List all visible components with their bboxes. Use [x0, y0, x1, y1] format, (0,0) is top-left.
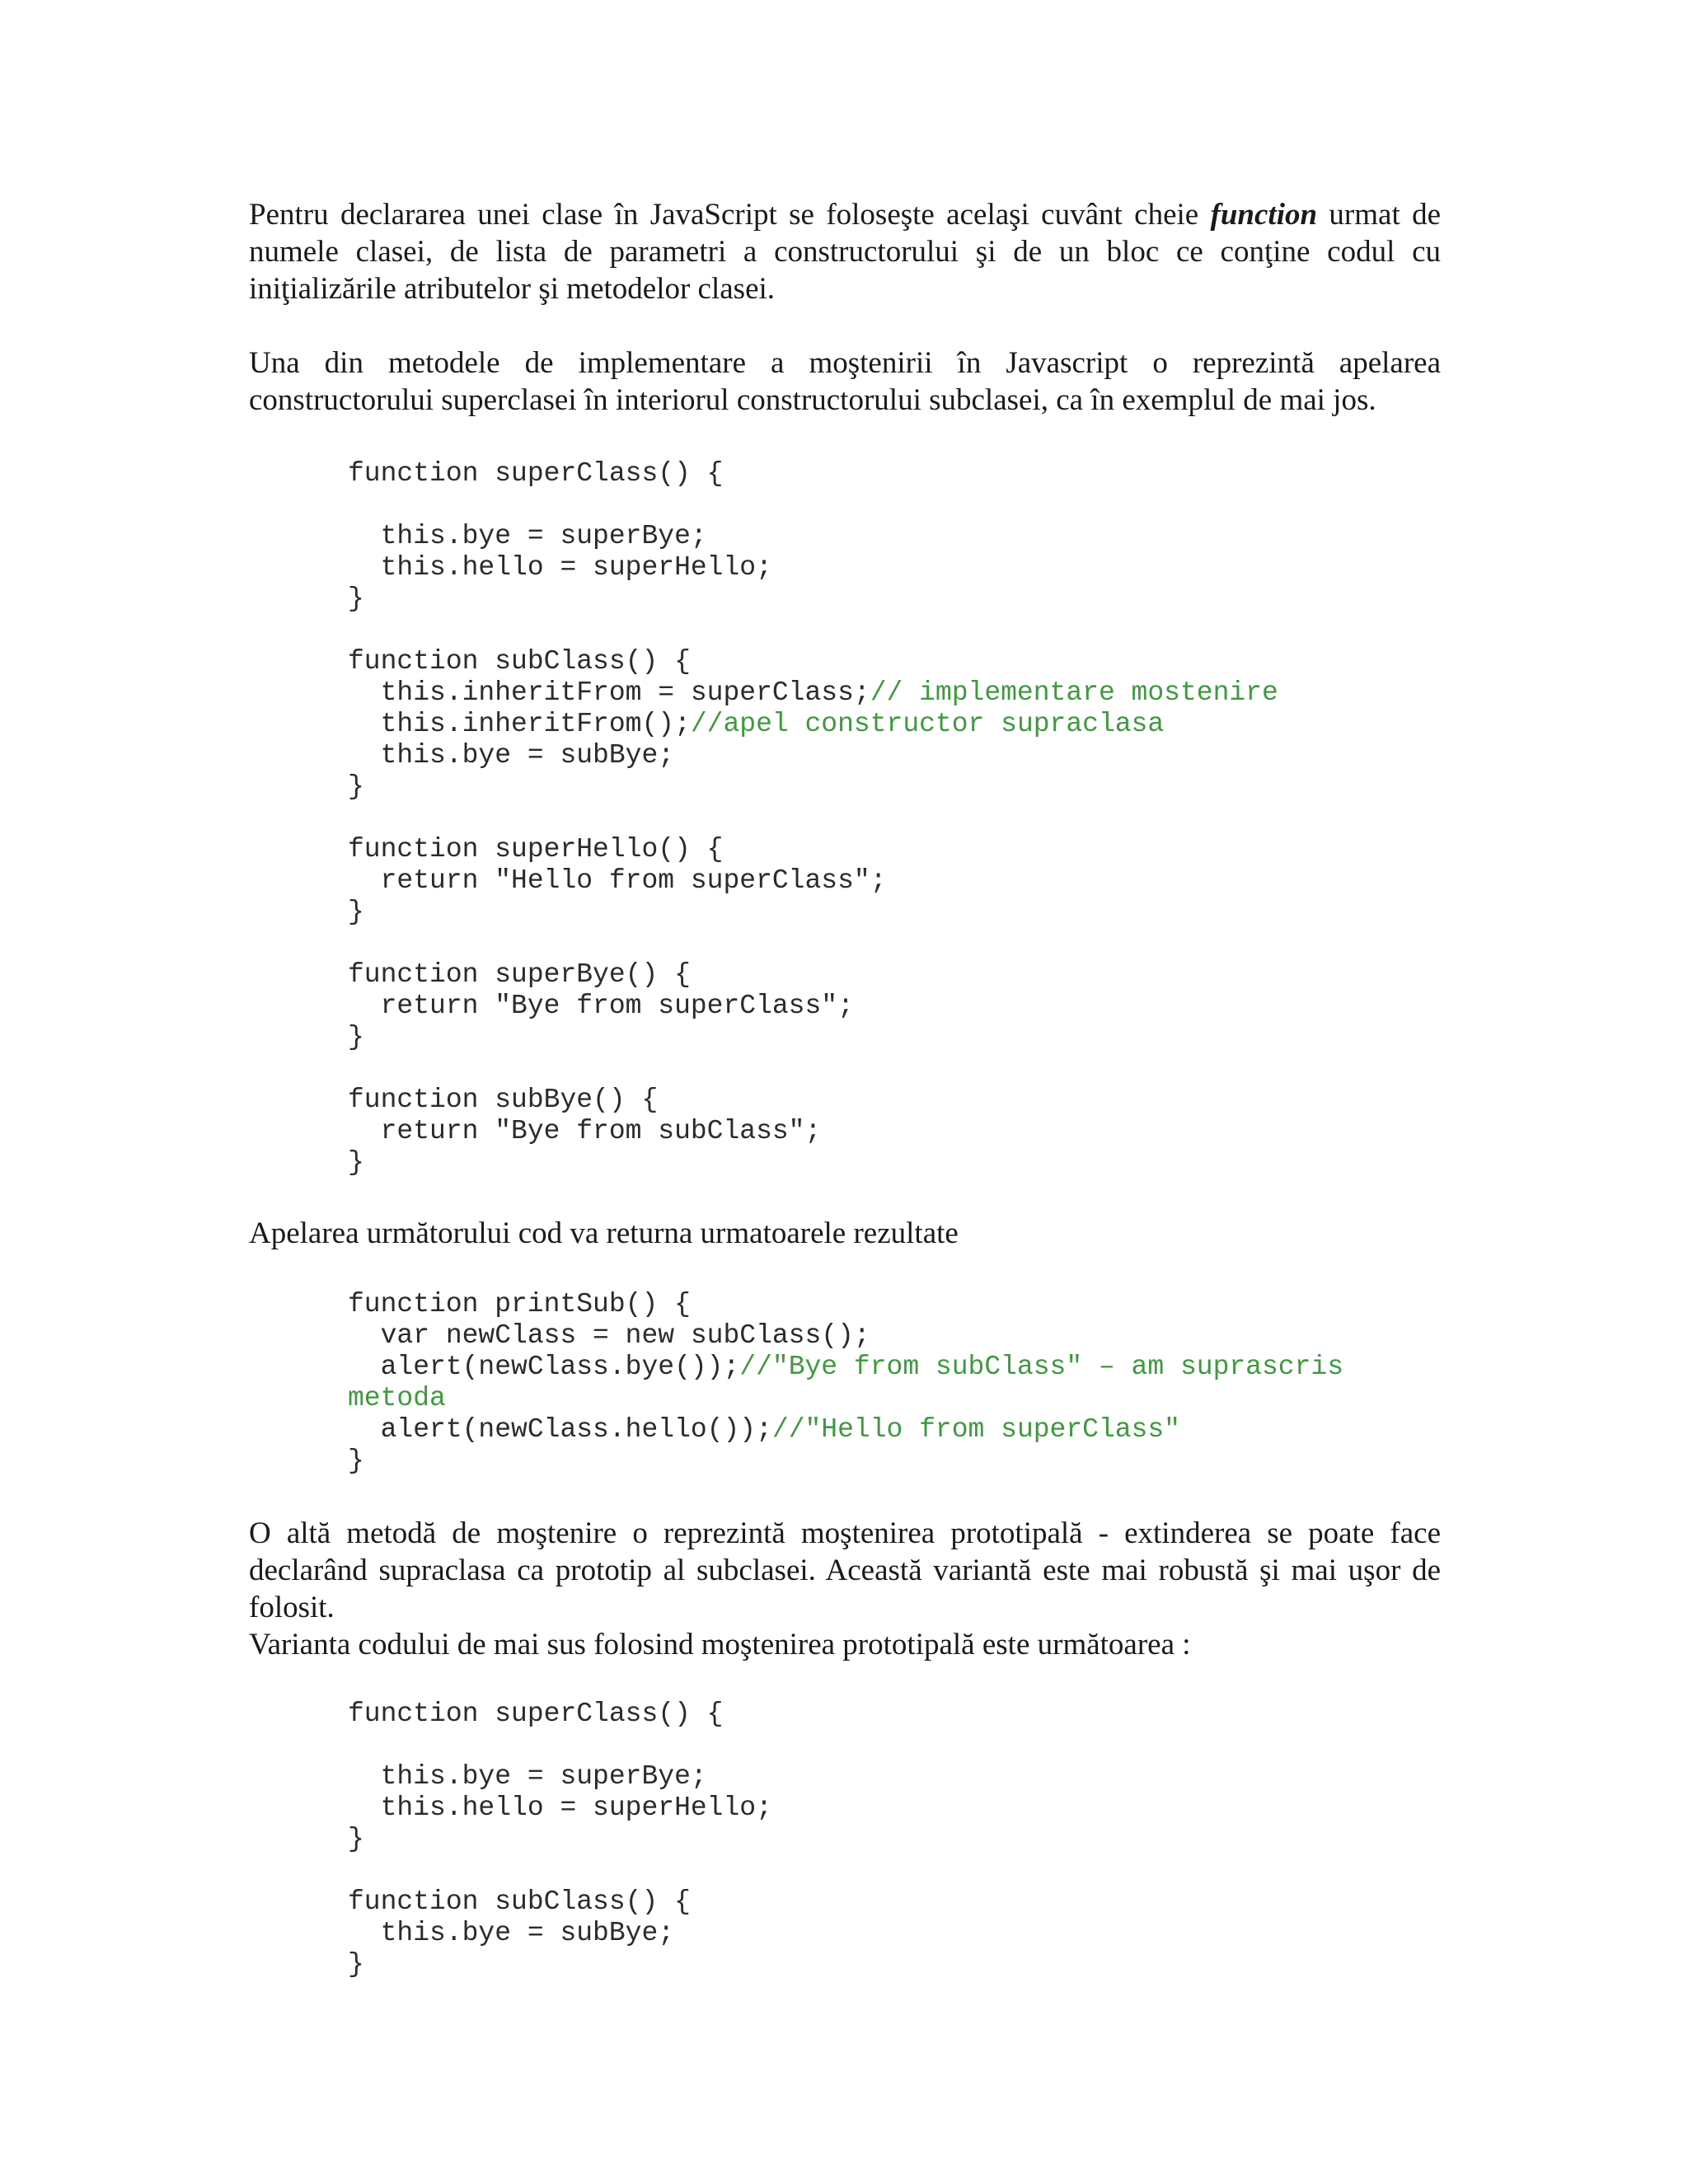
code-line	[348, 1886, 1436, 1918]
code-line	[348, 709, 1436, 740]
code-line	[348, 1949, 1436, 1980]
code-text: function superClass() {	[348, 1699, 724, 1729]
code-line	[348, 458, 1436, 490]
code-line	[348, 928, 1436, 959]
code-line	[348, 552, 1436, 583]
code-block-prototypal	[348, 1699, 1436, 1980]
code-text: function superBye() {	[348, 959, 691, 990]
paragraph-text: urmat de numele clasei, de lista de parametri a constructorului şi de un bloc ce conţine codul cu iniţializările atributelor şi metodelor clasei.	[249, 198, 1441, 306]
code-text: }	[348, 771, 364, 802]
code-line	[348, 740, 1436, 771]
code-text: return "Hello from superClass";	[348, 865, 887, 896]
code-text: }	[348, 897, 364, 927]
code-line	[348, 991, 1436, 1022]
code-comment: //apel constructor supraclasa	[690, 709, 1165, 739]
paragraph-prototypal-variant: Varianta codului de mai sus folosind moştenirea prototipală este următoarea :	[249, 1628, 1191, 1661]
code-text: function subClass() {	[348, 646, 691, 677]
code-text: }	[348, 1022, 364, 1052]
code-text: function subBye() {	[348, 1085, 659, 1115]
code-text: }	[348, 583, 364, 614]
code-text: function superClass() {	[348, 458, 724, 489]
code-line	[348, 897, 1436, 928]
paragraph-inheritance-intro: Una din metodele de implementare a moştenirii în Javascript o reprezintă apelarea constructorului superclasei în interiorul constructorului subclasei, ca în exemplul de mai jos.	[249, 346, 1441, 417]
keyword-function: function	[1210, 198, 1318, 232]
code-text: function printSub() {	[348, 1289, 691, 1319]
code-comment: metoda	[348, 1383, 446, 1413]
code-line	[348, 490, 1436, 521]
code-comment: //"Bye from subClass" – am suprascris	[739, 1352, 1344, 1382]
code-line	[348, 1793, 1436, 1824]
code-line	[348, 1855, 1436, 1886]
code-text: this.bye = superBye;	[348, 521, 707, 551]
code-text: this.hello = superHello;	[348, 552, 772, 583]
paragraph-results-intro: Apelarea următorului cod va returna urmatoarele rezultate	[249, 1216, 959, 1250]
code-line	[348, 1824, 1436, 1855]
code-line	[348, 1918, 1436, 1949]
code-text: this.bye = superBye;	[348, 1761, 707, 1792]
code-line	[348, 677, 1436, 709]
code-text: this.inheritFrom = superClass;	[348, 677, 870, 708]
paragraph-text: Pentru declararea unei clase în JavaScript se foloseşte acelaşi cuvânt cheie	[249, 198, 1211, 232]
code-line	[348, 1289, 1436, 1320]
code-text: return "Bye from subClass";	[348, 1116, 822, 1146]
code-text: }	[348, 1446, 364, 1476]
code-text: this.bye = subBye;	[348, 1918, 675, 1948]
code-line	[348, 521, 1436, 552]
code-line	[348, 834, 1436, 865]
code-text: return "Bye from superClass";	[348, 991, 854, 1021]
code-text: function superHello() {	[348, 834, 724, 865]
code-block-print-sub	[348, 1289, 1436, 1477]
code-line	[348, 646, 1436, 677]
code-line	[348, 1147, 1436, 1179]
code-line	[348, 1414, 1436, 1446]
code-line	[348, 1022, 1436, 1053]
code-comment: //"Hello from superClass"	[771, 1414, 1180, 1445]
code-line	[348, 771, 1436, 803]
code-text: this.bye = subBye;	[348, 740, 675, 771]
code-text: alert(newClass.bye());	[348, 1352, 740, 1382]
code-text: var newClass = new subClass();	[348, 1320, 870, 1351]
code-line	[348, 1352, 1436, 1383]
code-line	[348, 1116, 1436, 1147]
code-text: this.inheritFrom();	[348, 709, 691, 739]
code-text: }	[348, 1147, 364, 1178]
code-line	[348, 865, 1436, 897]
code-line	[348, 1730, 1436, 1761]
code-text: }	[348, 1824, 364, 1854]
code-line	[348, 1085, 1436, 1116]
code-line	[348, 1053, 1436, 1085]
code-line	[348, 1446, 1436, 1477]
code-line	[348, 1320, 1436, 1352]
code-text: function subClass() {	[348, 1886, 691, 1917]
code-line	[348, 615, 1436, 646]
paragraph-class-declaration	[249, 196, 1441, 307]
code-line	[348, 959, 1436, 991]
code-comment: // implementare mostenire	[870, 677, 1278, 708]
code-line	[348, 1761, 1436, 1793]
code-line	[348, 583, 1436, 615]
code-line	[348, 1383, 1436, 1414]
code-text: this.hello = superHello;	[348, 1793, 772, 1823]
code-line	[348, 1699, 1436, 1730]
code-line	[348, 803, 1436, 834]
paragraph-prototypal-inheritance: O altă metodă de moştenire o reprezintă moştenirea prototipală - extinderea se poate face declarând supraclasa ca prototip al subclasei. Această variantă este mai robustă şi mai uşor de folosit.	[249, 1516, 1441, 1624]
code-block-constructor-inheritance	[348, 458, 1436, 1179]
code-text: alert(newClass.hello());	[348, 1414, 772, 1445]
code-text: }	[348, 1949, 364, 1980]
